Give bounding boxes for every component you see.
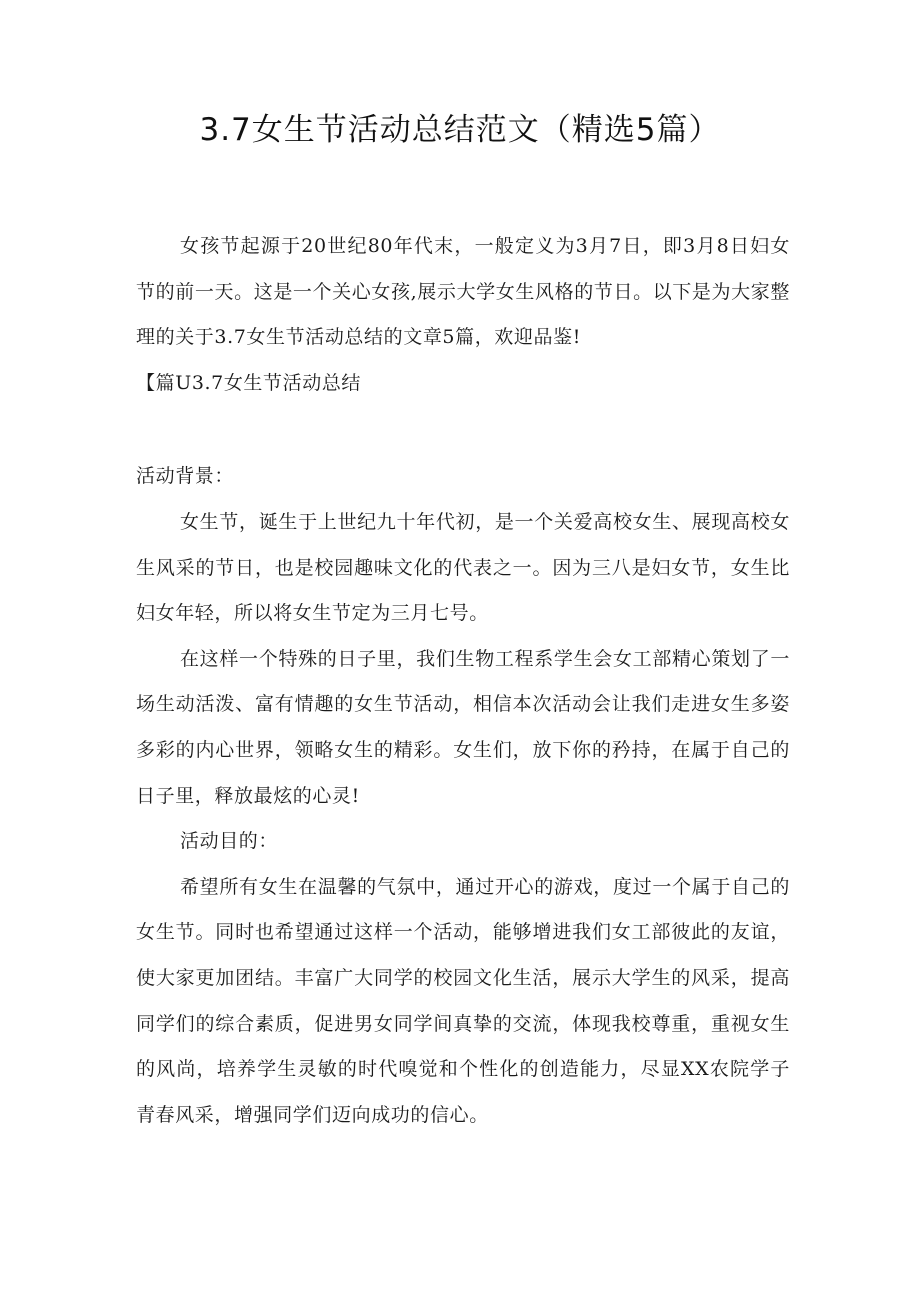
document-body bbox=[136, 224, 790, 1138]
purpose-paragraph: 希望所有女生在温馨的气氛中，通过开心的游戏，度过一个属于自己的女生节。同时也希望通过这样一个活动，能够增进我们女工部彼此的友谊，使大家更加团结。丰富广大同学的校园文化生活，展示大学生的风采，提高同学们的综合素质，促进男女同学间真挚的交流，体现我校尊重，重视女生的风尚，培养学生灵敏的时代嗅觉和个性化的创造能力，尽显XX农院学子青春风采，增强同学们迈向成功的信心。 bbox=[136, 875, 790, 1126]
intro-paragraph: 女孩节起源于20世纪80年代末，一般定义为3月7日，即3月8日妇女节的前一天。这是一个关心女孩,展示大学女生风格的节日。以下是为大家整理的关于3.7女生节活动总结的文章5篇，欢迎品鉴! bbox=[136, 235, 790, 349]
purpose-heading: 活动目的： bbox=[180, 830, 279, 853]
section-gap bbox=[136, 406, 790, 454]
background-paragraph-2: 在这样一个特殊的日子里，我们生物工程系学生会女工部精心策划了一场生动活泼、富有情趣的女生节活动，相信本次活动会让我们走进女生多姿多彩的内心世界，领略女生的精彩。女生们，放下你的矜持，在属于自己的日子里，释放最炫的心灵! bbox=[136, 647, 790, 807]
section-heading: 【篇U3.7女生节活动总结 bbox=[136, 371, 362, 394]
document-title: 3.7女生节活动总结范文（精选5篇） bbox=[199, 112, 721, 148]
background-paragraph-1: 女生节，诞生于上世纪九十年代初，是一个关爱高校女生、展现高校女生风采的节日，也是校园趣味文化的代表之一。因为三八是妇女节，女生比妇女年轻，所以将女生节定为三月七号。 bbox=[136, 510, 790, 625]
background-heading: 活动背景： bbox=[136, 465, 235, 488]
